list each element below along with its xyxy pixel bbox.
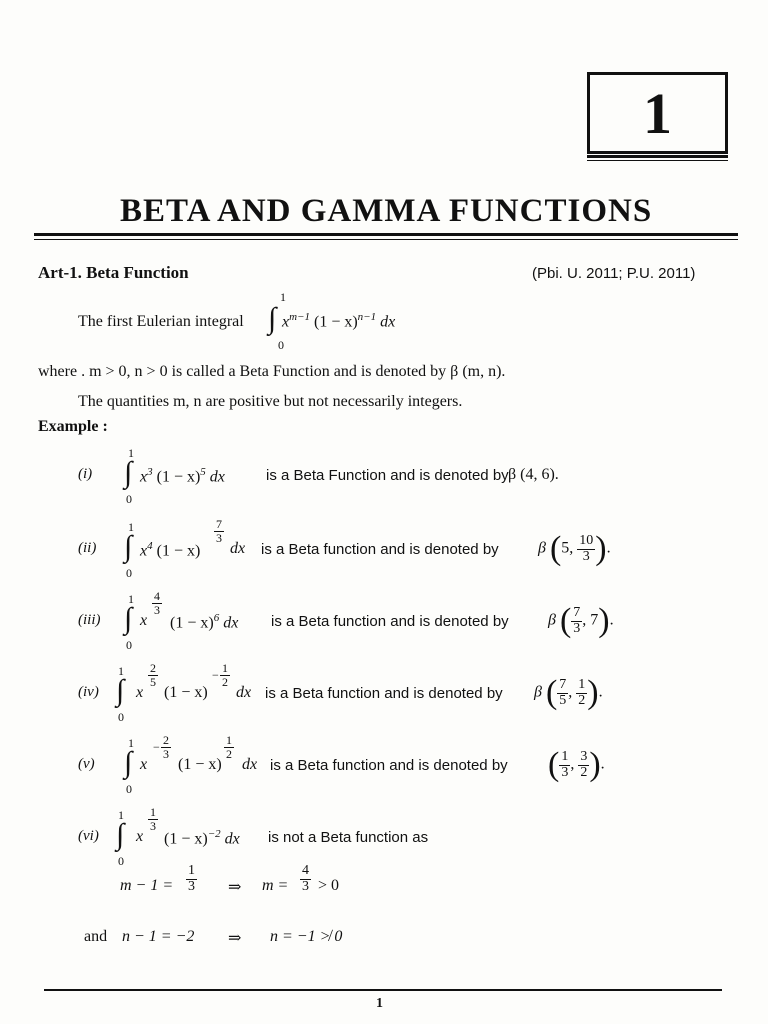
- integrand-factor: (1 − x): [164, 684, 208, 701]
- integral-upper-limit: 1: [118, 664, 124, 678]
- differential: dx: [242, 756, 258, 773]
- integral-sign-icon: ∫: [124, 602, 133, 635]
- example-label: (iii): [78, 612, 101, 628]
- integral-sign-icon: ∫: [124, 456, 133, 489]
- footer-rule: [44, 989, 722, 991]
- page-number: 1: [376, 996, 383, 1011]
- integral-lower-limit: 0: [278, 338, 284, 352]
- example-description: is not a Beta function as: [268, 829, 429, 846]
- derivation-fraction: $\frac{1}{3}$: [188, 863, 195, 894]
- exponent-fraction: $\frac{1}{2}$: [226, 733, 232, 761]
- integral-upper-limit: 1: [128, 520, 134, 534]
- example-label: (i): [78, 466, 93, 482]
- integral-lower-limit: 0: [126, 638, 132, 652]
- exponent-fraction: $\frac{2}{5}$: [150, 661, 156, 689]
- example-result: β (5, $\frac{10}{3}$ ).: [538, 530, 611, 567]
- integrand-base: x: [140, 612, 148, 629]
- derivation-and: and: [84, 928, 108, 945]
- chapter-box-rule-thick: [587, 155, 728, 158]
- exponent-fraction: $\frac{4}{3}$: [154, 589, 160, 617]
- example-result: ( $\frac{1}{3}$ , $\frac{3}{2}$ ).: [548, 746, 605, 783]
- exponent-fraction: $\frac{1}{2}$: [222, 661, 228, 689]
- definition-where-line: where . m > 0, n > 0 is called a Beta Function and is denoted by β (m, n).: [38, 363, 506, 380]
- exponent-fraction: $\frac{1}{3}$: [150, 805, 156, 833]
- derivation-fraction: $\frac{4}{3}$: [302, 863, 309, 894]
- chapter-box-rule-thin: [587, 160, 728, 161]
- integral-upper-limit: 1: [280, 290, 286, 304]
- example-item: [78, 806, 678, 868]
- integrand-factor: (1 − x): [178, 756, 222, 773]
- integrand-base: x: [136, 828, 144, 845]
- differential: dx: [236, 684, 252, 701]
- example-description: is a Beta Function and is denoted by: [266, 467, 509, 484]
- example-description: is a Beta function and is denoted by: [271, 613, 509, 630]
- derivation-lhs: n − 1 = −2: [122, 928, 195, 945]
- integral-lower-limit: 0: [126, 566, 132, 580]
- title-rule-thin: [34, 239, 738, 240]
- example-result: β ( $\frac{7}{5}$ , $\frac{1}{2}$ ).: [534, 674, 603, 711]
- chapter-number: 1: [643, 80, 672, 146]
- exponent-fraction: $\frac{2}{3}$: [163, 733, 169, 761]
- integral-upper-limit: 1: [128, 592, 134, 606]
- integral-sign-icon: ∫: [116, 674, 125, 707]
- example-item: [78, 662, 678, 724]
- example-item: [78, 590, 678, 652]
- integral-upper-limit: 1: [128, 736, 134, 750]
- implies-arrow-icon: ⇒: [228, 879, 242, 896]
- integral-sign-icon: ∫: [124, 530, 133, 563]
- chapter-title: BETA AND GAMMA FUNCTIONS: [120, 193, 653, 229]
- exponent-sign: −: [153, 740, 160, 754]
- example-heading: Example :: [38, 418, 108, 435]
- title-rule-thick: [34, 233, 738, 236]
- differential: dx: [230, 540, 246, 557]
- derivation-rhs-lhs: m =: [262, 877, 289, 894]
- example-label: (iv): [78, 684, 99, 700]
- example-item: [78, 518, 678, 580]
- derivation-rhs-tail: > 0: [318, 877, 340, 894]
- definition-integrand: $x^{m-1}$ $(1 - x)^{n-1}$ dx: [282, 311, 396, 331]
- derivation-rhs: n = −1 ≯ 0: [270, 928, 343, 945]
- integral-upper-limit: 1: [118, 808, 124, 822]
- example-description: is a Beta function and is denoted by: [265, 685, 503, 702]
- definition-lead: The first Eulerian integral: [78, 313, 244, 330]
- derivation-lhs: m − 1 =: [120, 877, 174, 894]
- exponent-sign: −: [212, 668, 219, 682]
- integral-lower-limit: 0: [118, 710, 124, 724]
- example-result: β (4, 6).: [508, 466, 559, 483]
- derivation-line-2: [84, 928, 384, 952]
- integral-lower-limit: 0: [118, 854, 124, 868]
- example-integrand: $x^4$ (1 − x): [140, 540, 201, 560]
- example-description: is a Beta function and is denoted by: [270, 757, 508, 774]
- exponent-fraction: $\frac{7}{3}$: [216, 517, 222, 545]
- example-integrand: $(1 - x)^6$ dx: [170, 612, 239, 632]
- example-item: [78, 734, 678, 796]
- example-label: (ii): [78, 540, 97, 556]
- example-label: (v): [78, 756, 95, 772]
- section-heading: Art-1. Beta Function: [38, 263, 189, 282]
- integral-sign-icon: ∫: [116, 818, 125, 851]
- integrand-base: x: [136, 684, 144, 701]
- integral-lower-limit: 0: [126, 782, 132, 796]
- integral-sign-icon: ∫: [124, 746, 133, 779]
- section-reference: (Pbi. U. 2011; P.U. 2011): [532, 265, 696, 282]
- implies-arrow-icon: ⇒: [228, 930, 242, 947]
- example-label: (vi): [78, 828, 99, 844]
- example-result: β ( $\frac{7}{3}$ , 7).: [548, 602, 614, 639]
- chapter-number-box: [587, 72, 728, 154]
- integral-upper-limit: 1: [128, 446, 134, 460]
- integral-lower-limit: 0: [126, 492, 132, 506]
- integral-sign-icon: ∫: [268, 302, 277, 335]
- example-description: is a Beta function and is denoted by: [261, 541, 499, 558]
- example-item: [78, 446, 678, 506]
- example-integrand: $x^3$ $(1 - x)^5$ dx: [140, 466, 225, 486]
- integrand-base: x: [140, 756, 148, 773]
- derivation-line-1: [120, 862, 480, 912]
- example-integrand: $(1 - x)^{-2}$ dx: [164, 828, 240, 848]
- definition-quantities-line: The quantities m, n are positive but not necessarily integers.: [78, 393, 463, 410]
